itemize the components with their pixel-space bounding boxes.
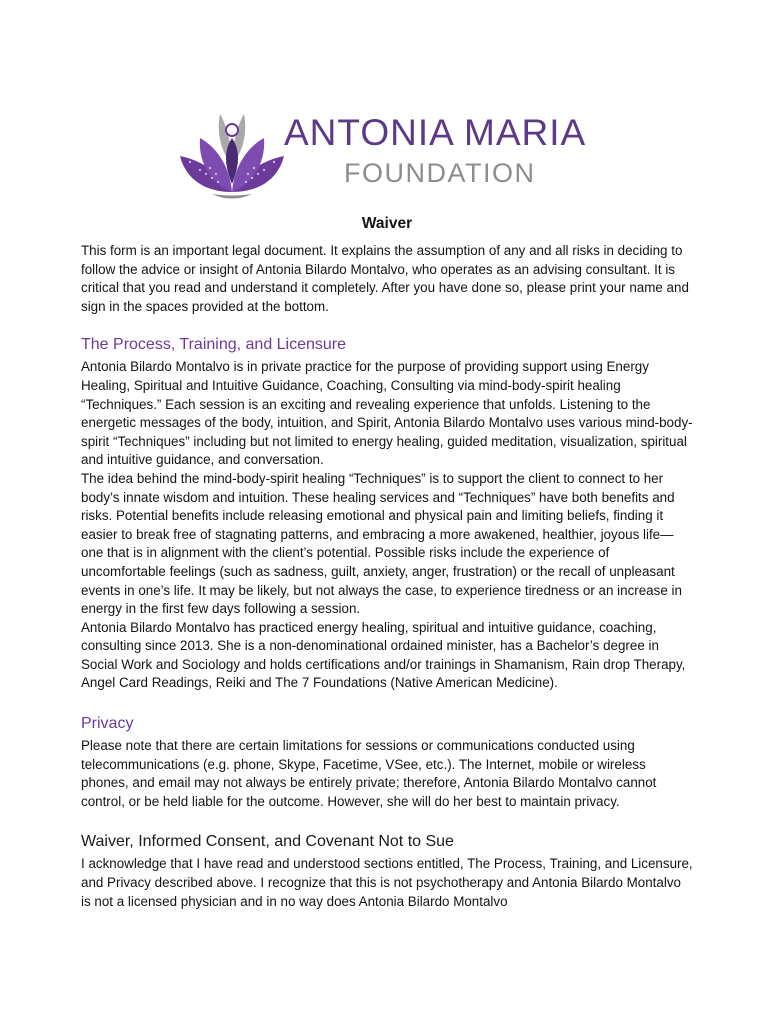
document-title: Waiver xyxy=(361,215,413,232)
section-heading-privacy: Privacy xyxy=(81,715,134,733)
section-waiver xyxy=(81,855,693,911)
document-body xyxy=(81,214,693,911)
logo-name-line1: ANTONIA MARIA xyxy=(284,112,587,153)
process-paragraph-1: Antonia Bilardo Montalvo is in private practice for the purpose of providing support using Energy Healing, Spiritual and Intuitive Guidance, Coaching, Consulting via mind-body-spirit healing “Techniques.” Each session is an exciting and revealing experience that unfolds. Listening to the energetic messages of the body, intuition, and Spirit, Antonia Bilardo Montalvo uses various mind-body-spirit “Techniques” including but not limited to energy healing, guided meditation, visualization, spiritual and intuitive guidance, and conversation. xyxy=(81,359,693,468)
section-process xyxy=(81,358,693,693)
section-privacy xyxy=(81,737,693,811)
logo-name-line2: FOUNDATION xyxy=(344,158,536,188)
process-paragraph-3: Antonia Bilardo Montalvo has practiced energy healing, spiritual and intuitive guidance, coaching, consulting since 2013. She is a non-denominational ordained minister, has a Bachelor’s degree in Social Work and Sociology and holds certifications and/or trainings in Shamanism, Rain drop Therapy, Angel Card Readings, Reiki and The 7 Foundations (Native American Medicine). xyxy=(81,619,686,691)
waiver-paragraph: I acknowledge that I have read and understood sections entitled, The Process, Training, and Licensure, and Privacy described above. I recognize that this is not psychotherapy and Antonia Bilardo Montalvo is not a licensed physician and in no way does Antonia Bilardo Montalvo xyxy=(81,856,693,909)
lotus-meditation-icon xyxy=(176,104,288,204)
process-paragraph-2: The idea behind the mind-body-spirit healing “Techniques” is to support the client to connect to her body’s innate wisdom and intuition. These healing services and “Techniques” have both benefits and risks. Potential benefits include releasing emotional and physical pain and limiting beliefs, finding it easier to break free of stagnating patterns, and embracing a more awakened, healthier, joyous life—one that is in alignment with the client’s potential. Possible risks include the experience of uncomfortable feelings (such as sadness, guilt, anxiety, anger, frustration) or the recall of unpleasant events in one’s life. It may be likely, but not always the case, to experience tiredness or an increase in energy in the first few days following a session. xyxy=(81,470,682,617)
section-heading-process: The Process, Training, and Licensure xyxy=(81,336,347,354)
intro-paragraph: This form is an important legal document. It explains the assumption of any and all risks in deciding to follow the advice or insight of Antonia Bilardo Montalvo, who operates as an advising consultant. It is critical that you read and understand it completely. After you have done so, please print your name and sign in the spaces provided at the bottom. xyxy=(81,243,689,314)
section-heading-waiver: Waiver, Informed Consent, and Covenant Not to Sue xyxy=(81,833,454,851)
privacy-paragraph: Please note that there are certain limitations for sessions or communications conducted using telecommunications (e.g. phone, Skype, Facetime, VSee, etc.). The Internet, mobile or wireless phones, and email may not always be entirely private; therefore, Antonia Bilardo Montalvo cannot control, or be held liable for the outcome. However, she will do her best to maintain privacy. xyxy=(81,738,657,809)
foundation-logo xyxy=(176,104,596,204)
